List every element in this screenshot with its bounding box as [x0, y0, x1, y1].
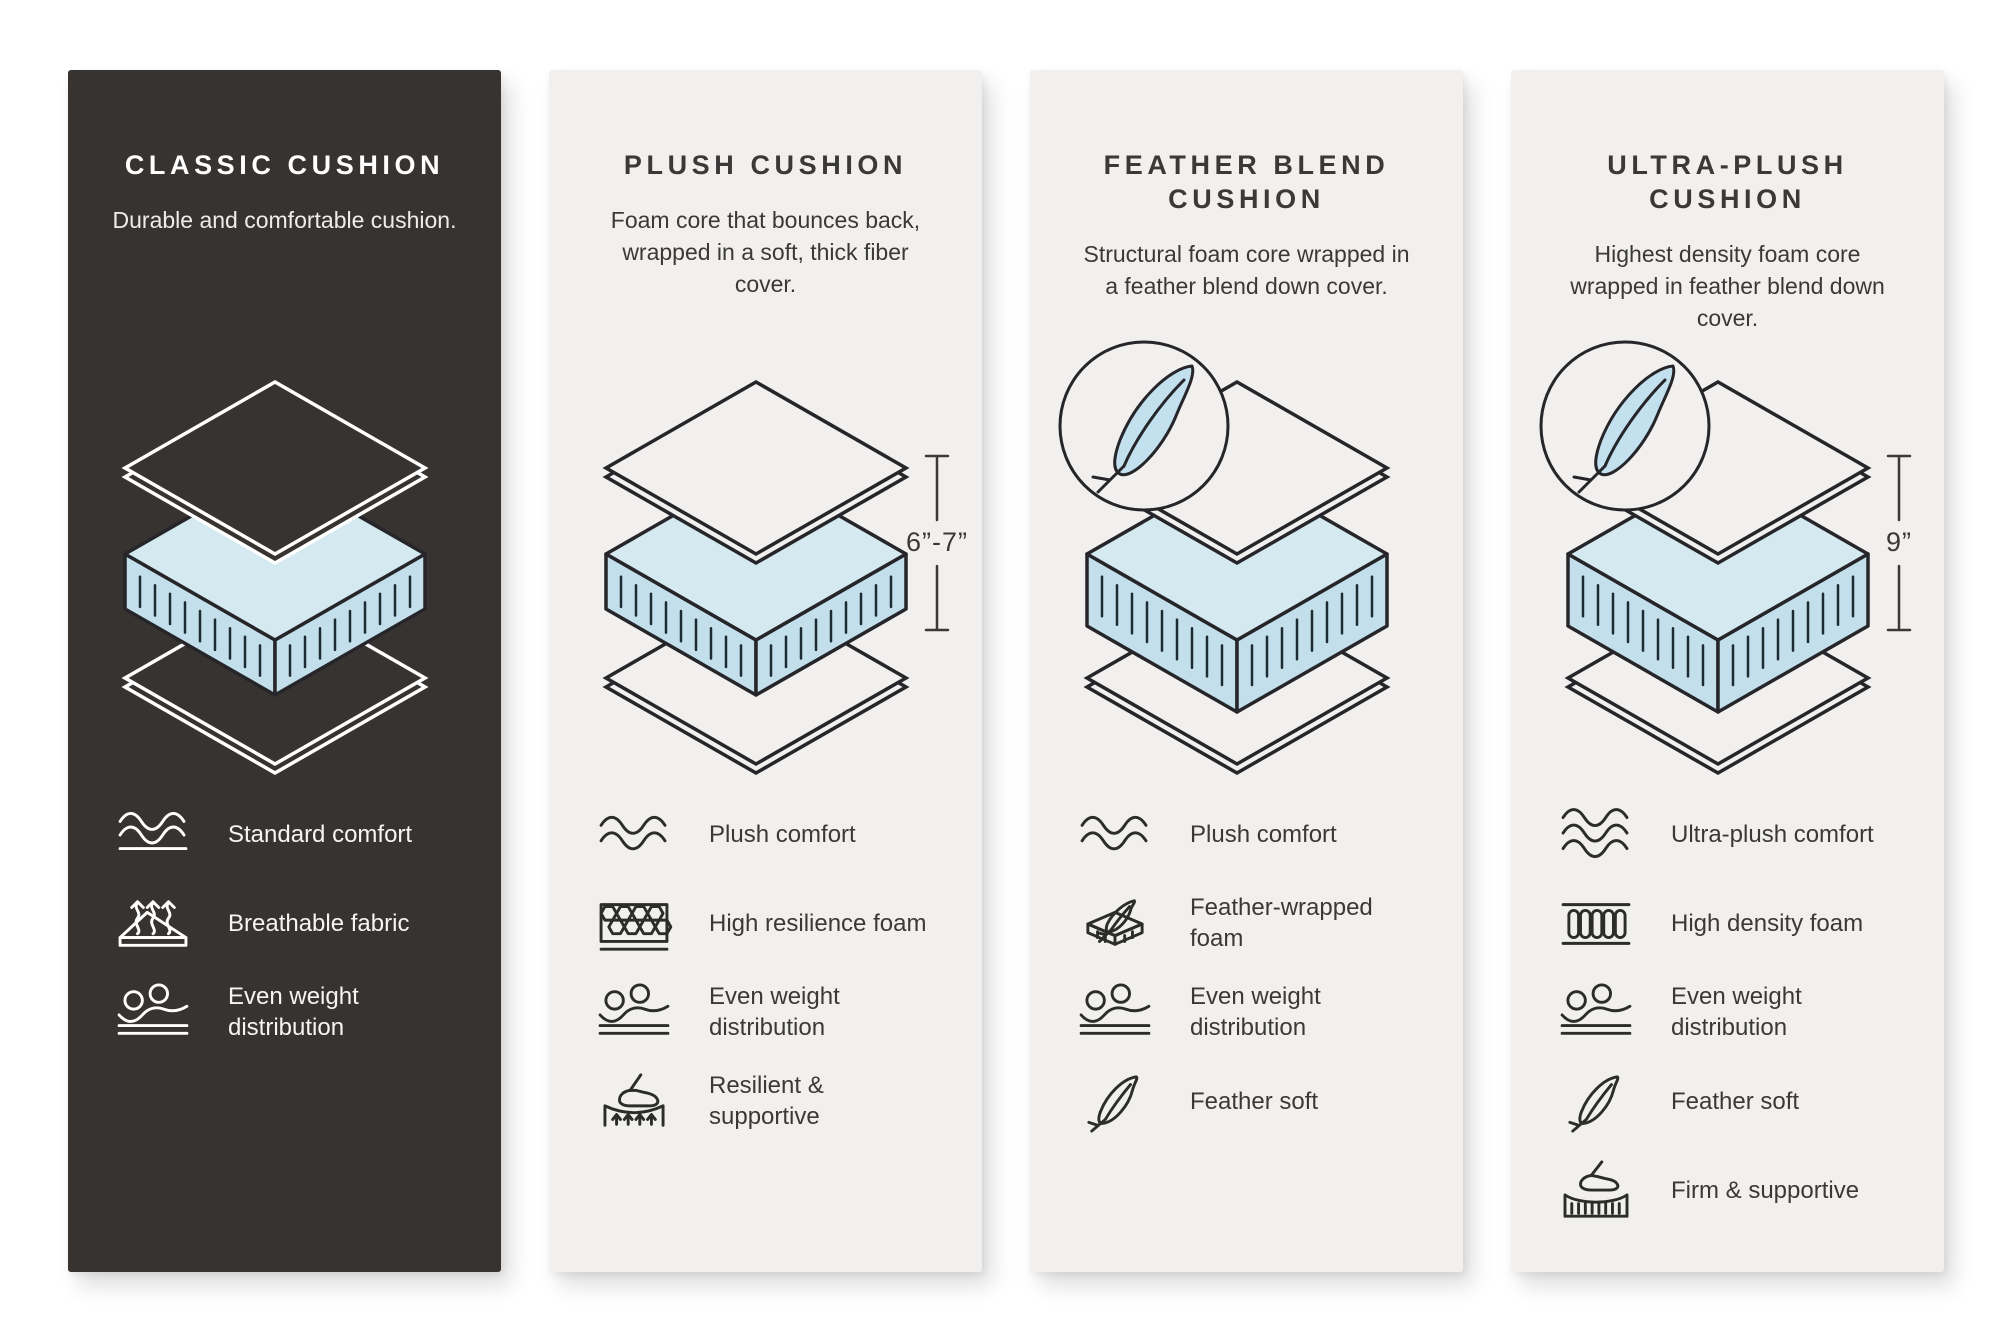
card-description: Durable and comfortable cushion. — [112, 207, 457, 234]
cushion-card-plush — [549, 70, 982, 1272]
feature-label: Even weight distribution — [1671, 983, 1802, 1041]
foot-mattress-icon-svg — [1557, 1160, 1635, 1222]
feature-row — [112, 804, 501, 866]
even-weight-icon-svg — [595, 982, 673, 1044]
feature-row — [593, 1071, 982, 1133]
feature-list — [1030, 804, 1463, 1133]
card-title: FEATHER BLEND CUSHION — [1103, 150, 1390, 215]
foam-cylinders-icon — [1555, 893, 1637, 955]
card-header — [1511, 70, 1944, 338]
thickness-dimension — [1885, 456, 1911, 630]
honeycomb-icon-svg — [595, 893, 673, 955]
card-description: Highest density foam core wrapped in feather blend down cover. — [1570, 241, 1885, 332]
dimension-label: 6”-7” — [905, 527, 968, 557]
feature-row — [1555, 1071, 1944, 1133]
cushion-layers-illustration — [1032, 338, 1462, 778]
breathable-icon-svg — [114, 893, 192, 955]
feature-label: Firm & supportive — [1671, 1176, 1860, 1204]
feature-list — [1511, 804, 1944, 1222]
even-weight-icon-svg — [1557, 982, 1635, 1044]
feature-row — [1074, 1071, 1463, 1133]
card-description: Foam core that bounces back, wrapped in a soft, thick fiber cover. — [610, 207, 921, 298]
feather-icon-svg — [1557, 1071, 1635, 1133]
breathable-icon — [112, 893, 194, 955]
wave-standard-icon-svg — [114, 804, 192, 866]
feather-icon-svg — [1076, 1071, 1154, 1133]
feature-label: Plush comfort — [1190, 820, 1337, 848]
wave-plush-icon-svg — [595, 804, 673, 866]
cushion-illustration — [68, 338, 501, 790]
feature-label: Feather-wrapped foam — [1190, 894, 1373, 952]
feather-icon — [1555, 1071, 1637, 1133]
feather-foam-icon — [1074, 893, 1156, 955]
even-weight-icon — [1555, 982, 1637, 1044]
dimension-label: 9” — [1885, 527, 1912, 557]
cushion-layers-illustration — [1513, 338, 1943, 778]
card-title: CLASSIC CUSHION — [124, 150, 445, 180]
feature-row — [593, 893, 982, 955]
cushion-card-classic — [68, 70, 501, 1272]
feature-label: Plush comfort — [709, 820, 856, 848]
feature-label: Feather soft — [1190, 1087, 1319, 1115]
feature-list — [549, 804, 982, 1133]
feature-label: High resilience foam — [709, 909, 927, 937]
feature-row — [1074, 804, 1463, 866]
cushion-card-ultra-plush — [1511, 70, 1944, 1272]
card-header — [68, 70, 501, 338]
feature-row — [1074, 893, 1463, 955]
even-weight-icon-svg — [1076, 982, 1154, 1044]
feather-badge-icon — [1060, 342, 1228, 510]
cushion-card-feather-blend — [1030, 70, 1463, 1272]
feature-row — [1555, 982, 1944, 1044]
feature-row — [1074, 982, 1463, 1044]
feature-row — [1555, 804, 1944, 866]
honeycomb-icon — [593, 893, 675, 955]
wave-plush-icon-svg — [1076, 804, 1154, 866]
feather-foam-icon-svg — [1076, 893, 1154, 955]
wave-standard-icon — [112, 804, 194, 866]
wave-plush-icon — [593, 804, 675, 866]
feature-row — [593, 804, 982, 866]
foot-arrows-icon — [593, 1071, 675, 1133]
wave-ultra-icon-svg — [1557, 804, 1635, 866]
feature-label: High density foam — [1671, 909, 1864, 937]
even-weight-icon — [112, 982, 194, 1044]
feature-label: Even weight distribution — [228, 983, 359, 1041]
feature-row — [112, 893, 501, 955]
thickness-dimension — [905, 456, 967, 630]
cushion-illustration — [549, 338, 982, 790]
feature-row — [1555, 893, 1944, 955]
even-weight-icon — [1074, 982, 1156, 1044]
foot-arrows-icon-svg — [595, 1071, 673, 1133]
foot-mattress-icon — [1555, 1160, 1637, 1222]
card-title: PLUSH CUSHION — [623, 150, 908, 180]
even-weight-icon — [593, 982, 675, 1044]
cushion-layers-illustration — [551, 338, 981, 778]
card-description: Structural foam core wrapped in a feather blend down cover. — [1083, 241, 1410, 300]
feature-label: Resilient & supportive — [709, 1072, 824, 1130]
feature-row — [1555, 1160, 1944, 1222]
feature-label: Even weight distribution — [709, 983, 840, 1041]
wave-plush-icon — [1074, 804, 1156, 866]
card-title: ULTRA-PLUSH CUSHION — [1607, 150, 1848, 215]
feature-row — [593, 982, 982, 1044]
feather-badge-icon — [1541, 342, 1709, 510]
card-header — [549, 70, 982, 338]
even-weight-icon-svg — [114, 982, 192, 1044]
card-header — [1030, 70, 1463, 338]
feature-row — [112, 982, 501, 1044]
cushion-illustration — [1511, 338, 1944, 790]
feature-list — [68, 804, 501, 1044]
feature-label: Breathable fabric — [228, 909, 410, 937]
feature-label: Even weight distribution — [1190, 983, 1321, 1041]
cushion-illustration — [1030, 338, 1463, 790]
feather-icon — [1074, 1071, 1156, 1133]
feature-label: Standard comfort — [228, 820, 413, 848]
feature-label: Feather soft — [1671, 1087, 1800, 1115]
wave-ultra-icon — [1555, 804, 1637, 866]
cushion-layers-illustration — [70, 338, 500, 778]
foam-cylinders-icon-svg — [1557, 893, 1635, 955]
feature-label: Ultra-plush comfort — [1671, 820, 1874, 848]
